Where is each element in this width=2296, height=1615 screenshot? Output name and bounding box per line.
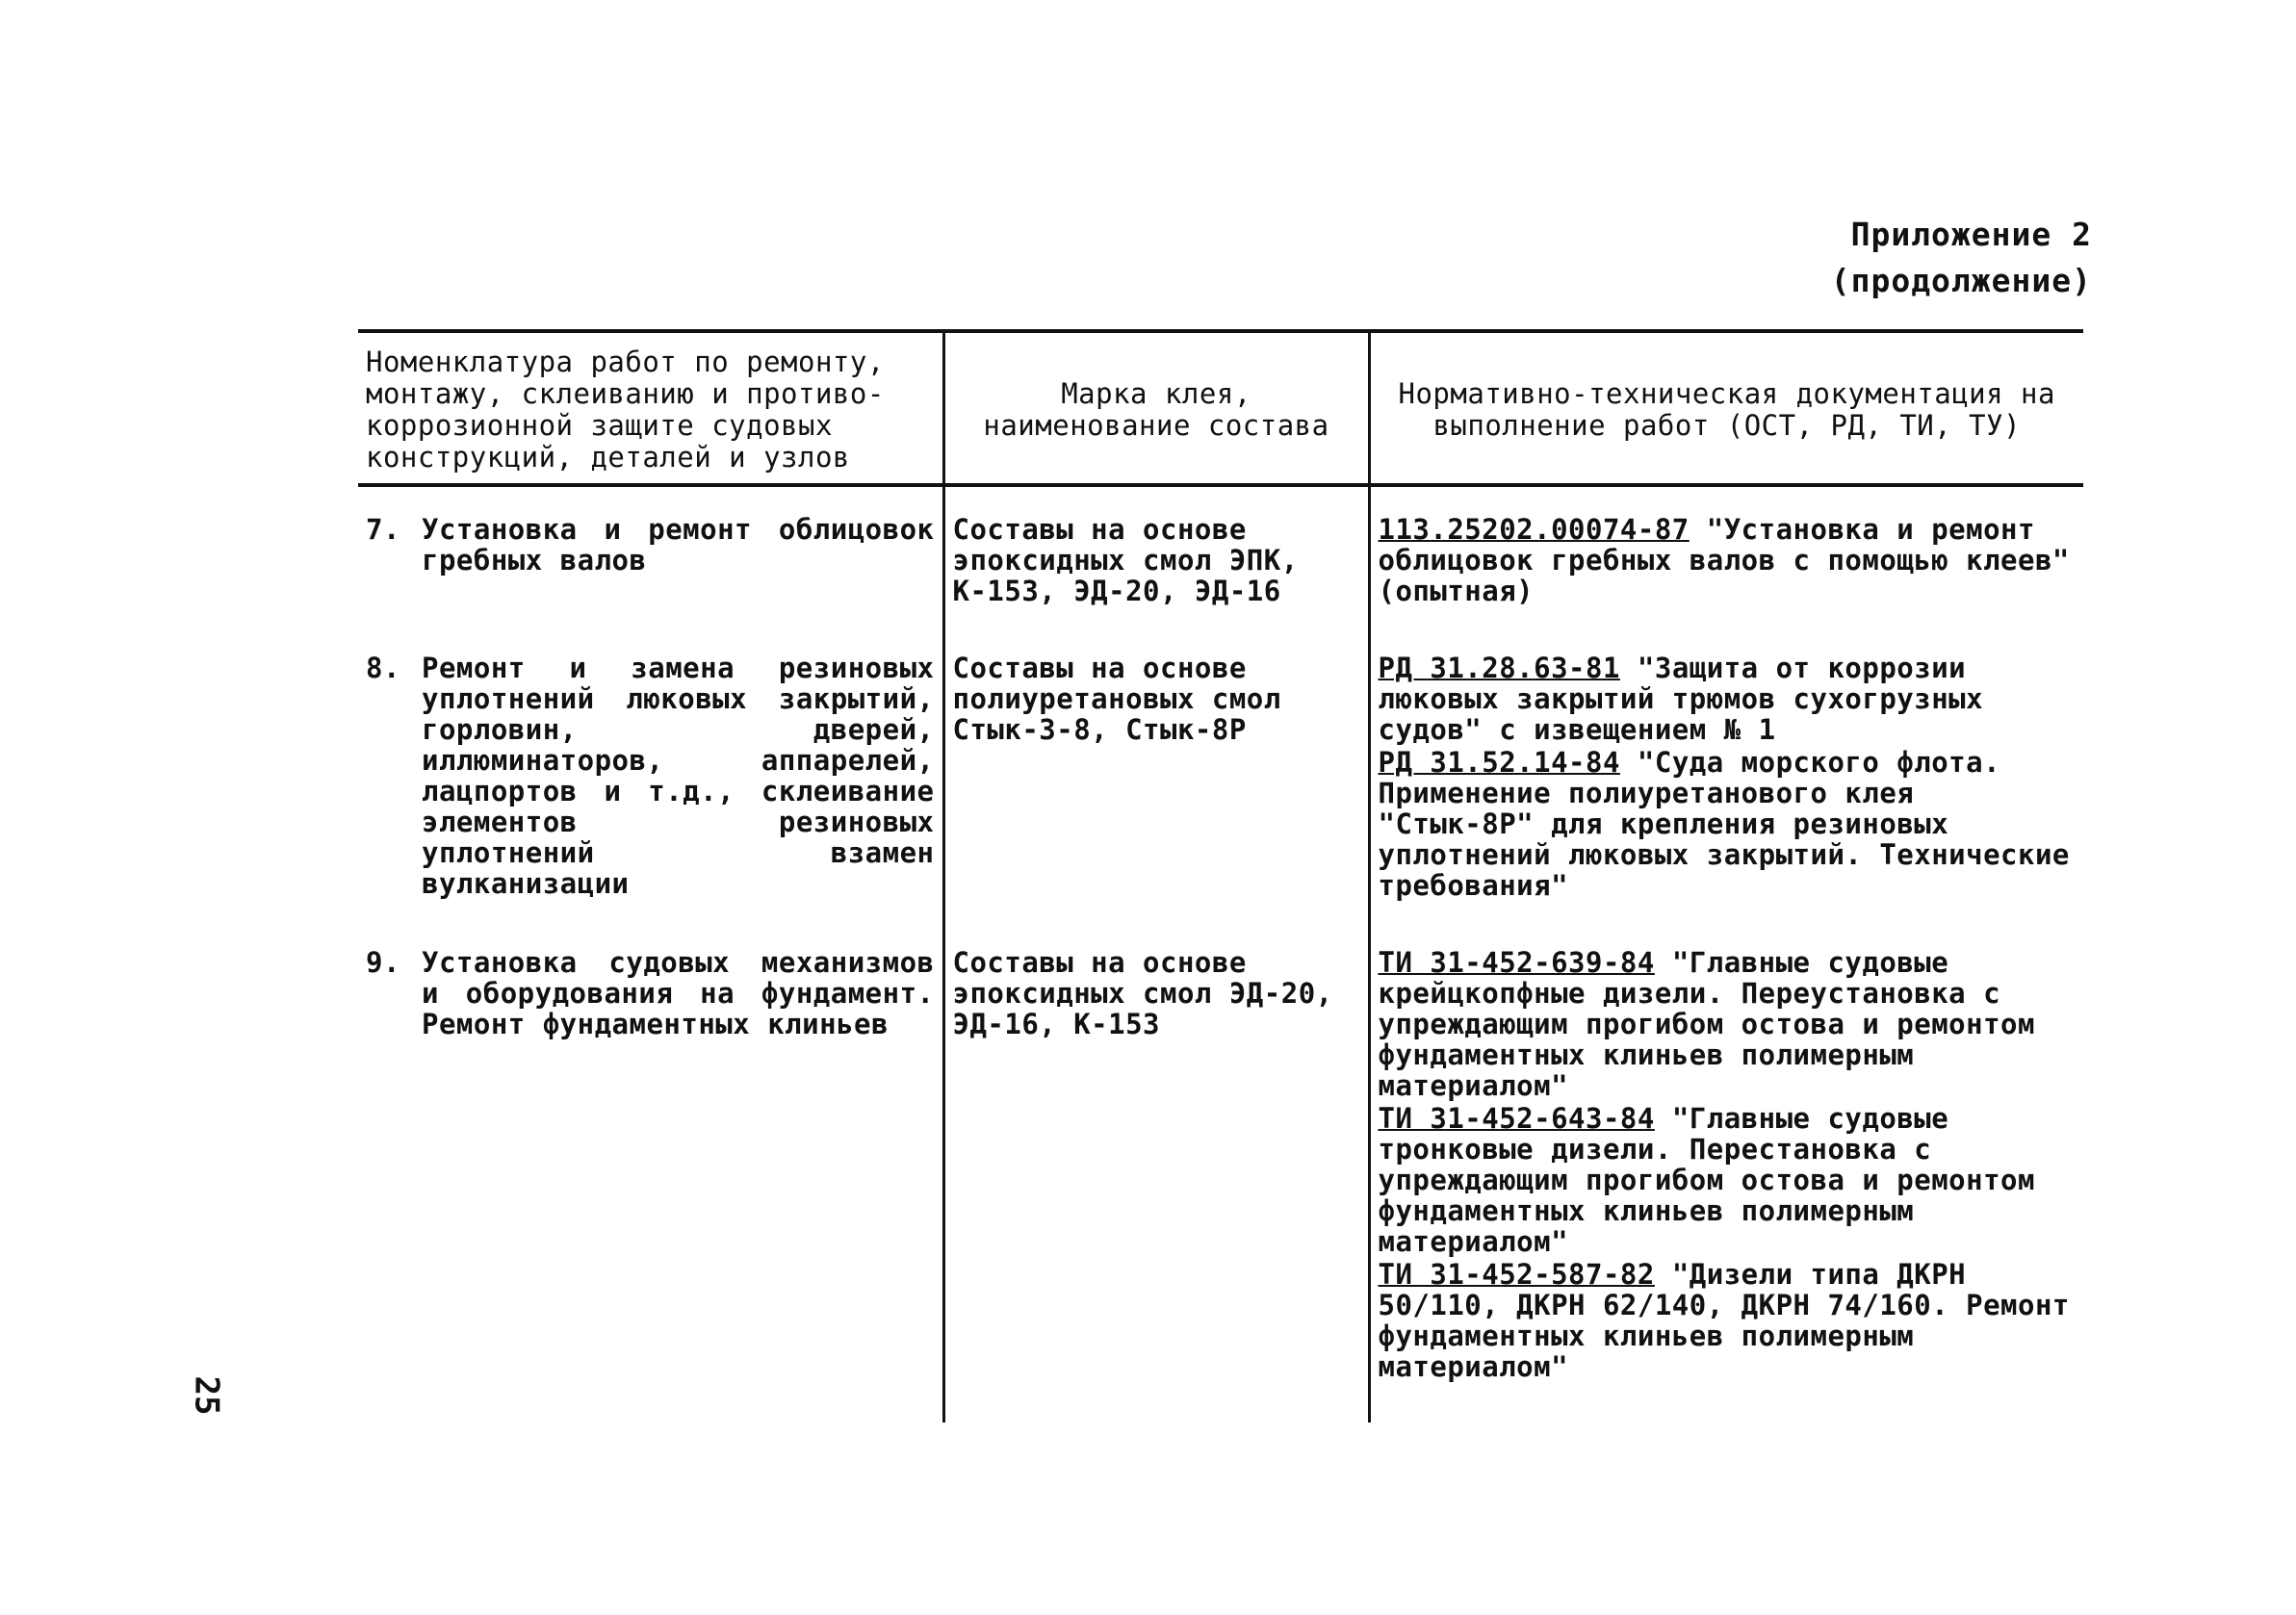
work-cell xyxy=(358,941,943,1423)
doc-code: ТИ 31-452-643-84 xyxy=(1378,1102,1655,1135)
doc-title: "Главные судовые тронковые дизели. Перестановка с упреждающим прогибом остова и ремонтом фундаментных клиньев полимерным материалом" xyxy=(1378,1102,2035,1258)
doc-title: "Главные судовые крейцкопфные дизели. Переустановка с упреждающим прогибом остова и ремонтом фундаментных клиньев полимерным материалом" xyxy=(1378,946,2035,1102)
docs-cell xyxy=(1369,647,2083,941)
work-cell xyxy=(358,485,943,647)
row-number: 9. xyxy=(366,946,400,979)
doc-entry xyxy=(1379,653,2077,745)
doc-entry xyxy=(1379,947,2077,1101)
doc-title: "Установка и ремонт облицовок гребных валов с помощью клеев" (опытная) xyxy=(1378,513,2070,607)
works-table-container xyxy=(358,329,2083,1423)
work-cell xyxy=(358,647,943,941)
table-row xyxy=(358,485,2083,647)
glue-cell: Составы на основе эпоксидных смол ЭПК, К-153, ЭД-20, ЭД-16 xyxy=(943,485,1369,647)
doc-code: 113.25202.00074-87 xyxy=(1378,513,1690,546)
doc-entry xyxy=(1379,1259,2077,1382)
glue-cell: Составы на основе полиуретановых смол Стык-3-8, Стык-8Р xyxy=(943,647,1369,941)
work-text: Установка и ремонт облицовок гребных валов xyxy=(422,513,935,577)
doc-entry xyxy=(1379,1103,2077,1257)
doc-title: "Защита от коррозии люковых закрытий трюмов сухогрузных судов" с извещением № 1 xyxy=(1378,652,1984,746)
table-row xyxy=(358,647,2083,941)
header-glue-brand: Марка клея, наименование состава xyxy=(943,331,1369,485)
appendix-continuation: (продолжение) xyxy=(1830,262,2092,299)
row-number: 8. xyxy=(366,652,400,684)
appendix-label xyxy=(1831,212,2092,304)
doc-title: "Суда морского флота. Применение полиуретанового клея "Стык-8Р" для крепления резиновых уплотнений люковых закрытий. Технические требования" xyxy=(1378,746,2070,902)
doc-title: "Дизели типа ДКРН 50/110, ДКРН 62/140, ДКРН 74/160. Ремонт фундаментных клиньев полимерным материалом" xyxy=(1378,1258,2070,1383)
page-number: 25 xyxy=(187,1375,226,1416)
appendix-title: Приложение 2 xyxy=(1850,216,2092,253)
header-work-nomenclature: Номенклатура работ по ремонту, монтажу, склеиванию и противо-коррозионной защите судовых конструкций, деталей и узлов xyxy=(358,331,943,485)
doc-code: РД 31.28.63-81 xyxy=(1378,652,1620,684)
doc-entry xyxy=(1379,747,2077,901)
docs-cell xyxy=(1369,485,2083,647)
doc-entry xyxy=(1379,514,2077,606)
work-text: Установка судовых механизмов и оборудования на фундамент. Ремонт фундаментных клиньев xyxy=(422,946,935,1040)
header-documentation: Нормативно-техническая документация на выполнение работ (ОСТ, РД, ТИ, ТУ) xyxy=(1398,377,2055,442)
doc-code: РД 31.52.14-84 xyxy=(1378,746,1620,779)
table-row xyxy=(358,941,2083,1423)
works-table xyxy=(358,329,2083,1423)
table-header-row xyxy=(358,331,2083,485)
glue-cell: Составы на основе эпоксидных смол ЭД-20, ЭД-16, К-153 xyxy=(943,941,1369,1423)
docs-cell xyxy=(1369,941,2083,1423)
work-text: Ремонт и замена резиновых уплотнений люковых закрытий, горловин, дверей, иллюминаторов, аппарелей, лацпортов и т.д., склеивание элементов резиновых уплотнений взамен вулканизации xyxy=(422,652,935,900)
doc-code: ТИ 31-452-639-84 xyxy=(1378,946,1655,979)
doc-code: ТИ 31-452-587-82 xyxy=(1378,1258,1655,1291)
row-number: 7. xyxy=(366,513,400,546)
